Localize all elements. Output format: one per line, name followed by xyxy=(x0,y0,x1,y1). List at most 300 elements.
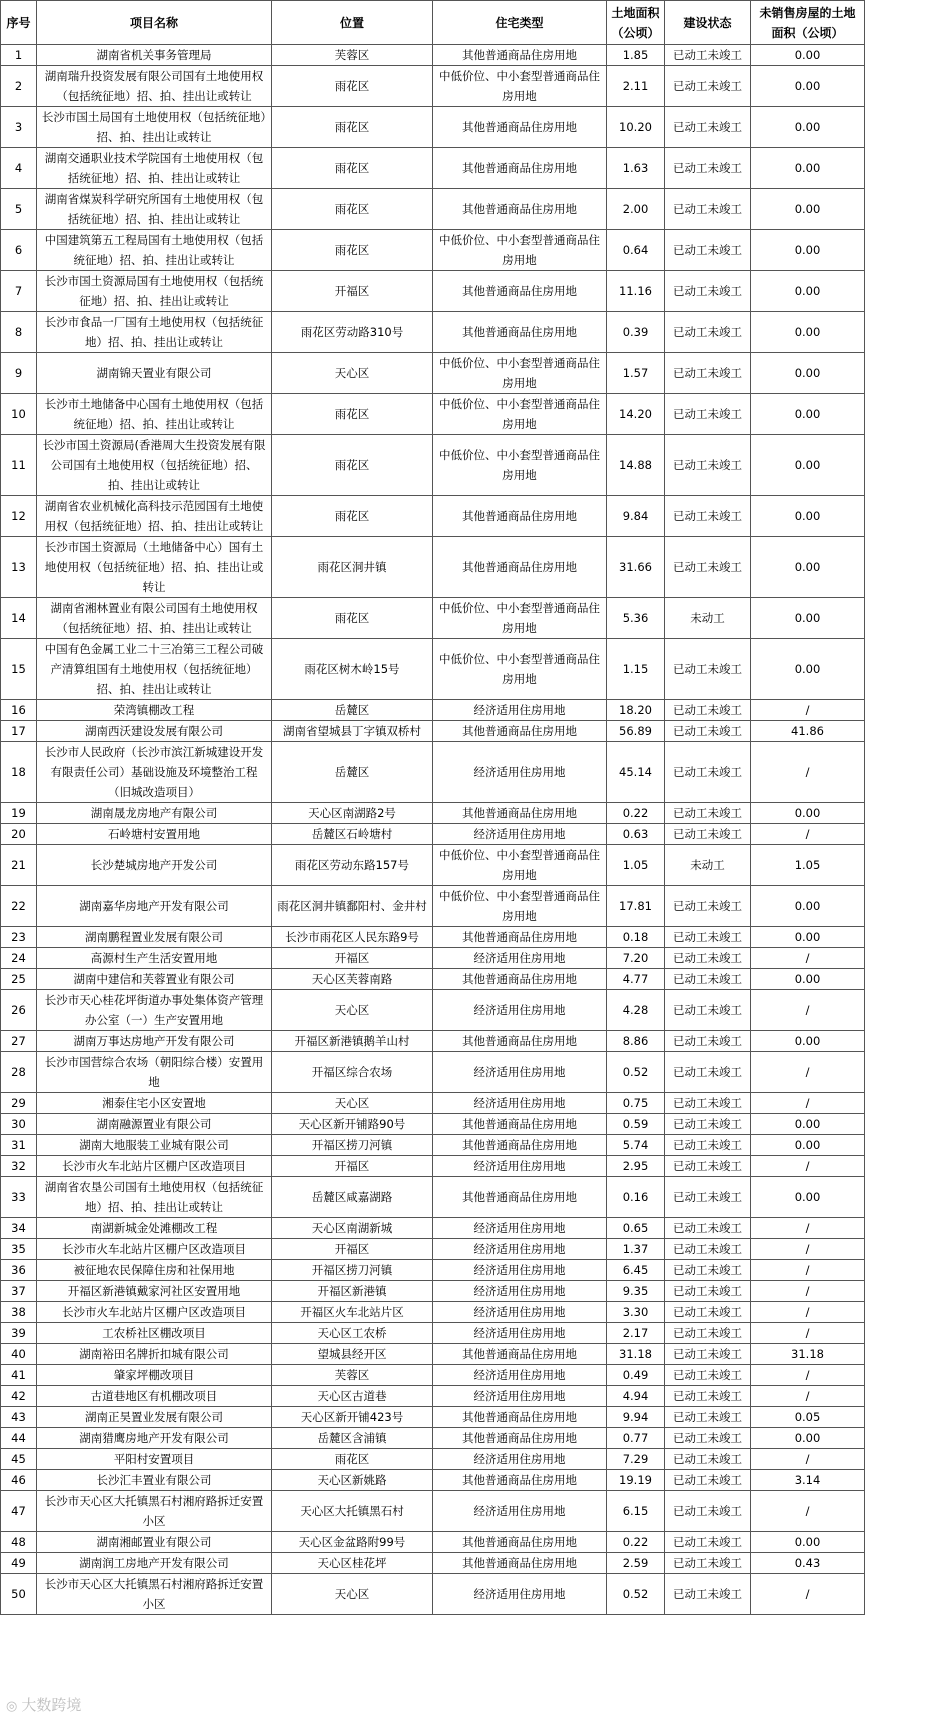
table-row xyxy=(1,1260,865,1281)
cell-land-area: 2.17 xyxy=(607,1323,665,1344)
cell-construction-status: 已动工未竣工 xyxy=(665,394,751,435)
cell-construction-status: 已动工未竣工 xyxy=(665,824,751,845)
table-row xyxy=(1,1449,865,1470)
cell-construction-status: 已动工未竣工 xyxy=(665,742,751,803)
cell-land-area: 4.94 xyxy=(607,1386,665,1407)
watermark xyxy=(6,1694,81,1715)
cell-housing-type: 经济适用住房用地 xyxy=(433,824,607,845)
header-housing-type: 住宅类型 xyxy=(433,1,607,45)
cell-housing-type: 其他普通商品住房用地 xyxy=(433,1428,607,1449)
cell-housing-type: 其他普通商品住房用地 xyxy=(433,148,607,189)
cell-housing-type: 中低价位、中小套型普通商品住房用地 xyxy=(433,435,607,496)
cell-project-name: 湖南裕田名牌折扣城有限公司 xyxy=(37,1344,272,1365)
cell-unsold-area: 0.00 xyxy=(751,394,865,435)
cell-land-area: 0.16 xyxy=(607,1177,665,1218)
cell-index: 39 xyxy=(1,1323,37,1344)
cell-location: 岳麓区 xyxy=(272,700,433,721)
cell-index: 4 xyxy=(1,148,37,189)
cell-land-area: 0.59 xyxy=(607,1114,665,1135)
cell-construction-status: 已动工未竣工 xyxy=(665,1323,751,1344)
cell-unsold-area: / xyxy=(751,1093,865,1114)
cell-construction-status: 未动工 xyxy=(665,845,751,886)
table-row xyxy=(1,803,865,824)
cell-unsold-area: / xyxy=(751,742,865,803)
cell-location: 雨花区 xyxy=(272,66,433,107)
cell-unsold-area: 0.43 xyxy=(751,1553,865,1574)
cell-unsold-area: 0.00 xyxy=(751,639,865,700)
cell-index: 25 xyxy=(1,969,37,990)
cell-housing-type: 经济适用住房用地 xyxy=(433,1093,607,1114)
cell-index: 26 xyxy=(1,990,37,1031)
cell-location: 天心区古道巷 xyxy=(272,1386,433,1407)
cell-project-name: 中国建筑第五工程局国有土地使用权（包括统征地）招、拍、挂出让或转让 xyxy=(37,230,272,271)
cell-unsold-area: 0.00 xyxy=(751,803,865,824)
cell-land-area: 10.20 xyxy=(607,107,665,148)
cell-construction-status: 已动工未竣工 xyxy=(665,1386,751,1407)
table-row xyxy=(1,1344,865,1365)
cell-unsold-area: 0.00 xyxy=(751,969,865,990)
cell-location: 雨花区 xyxy=(272,394,433,435)
cell-project-name: 湖南正昊置业发展有限公司 xyxy=(37,1407,272,1428)
cell-project-name: 长沙市国营综合农场（朝阳综合楼）安置用地 xyxy=(37,1052,272,1093)
cell-project-name: 长沙市火车北站片区棚户区改造项目 xyxy=(37,1156,272,1177)
table-row xyxy=(1,1553,865,1574)
table-row xyxy=(1,312,865,353)
cell-location: 雨花区洞井镇鄱阳村、金井村 xyxy=(272,886,433,927)
cell-unsold-area: / xyxy=(751,700,865,721)
cell-unsold-area: / xyxy=(751,1491,865,1532)
cell-construction-status: 已动工未竣工 xyxy=(665,435,751,496)
cell-land-area: 19.19 xyxy=(607,1470,665,1491)
cell-location: 天心区新开铺423号 xyxy=(272,1407,433,1428)
cell-housing-type: 其他普通商品住房用地 xyxy=(433,1407,607,1428)
cell-location: 雨花区 xyxy=(272,107,433,148)
cell-construction-status: 已动工未竣工 xyxy=(665,803,751,824)
cell-unsold-area: / xyxy=(751,1365,865,1386)
cell-land-area: 0.22 xyxy=(607,803,665,824)
cell-location: 天心区大托镇黑石村 xyxy=(272,1491,433,1532)
table-row xyxy=(1,1574,865,1615)
cell-index: 23 xyxy=(1,927,37,948)
cell-housing-type: 中低价位、中小套型普通商品住房用地 xyxy=(433,639,607,700)
cell-housing-type: 其他普通商品住房用地 xyxy=(433,537,607,598)
cell-housing-type: 中低价位、中小套型普通商品住房用地 xyxy=(433,353,607,394)
cell-land-area: 56.89 xyxy=(607,721,665,742)
cell-housing-type: 其他普通商品住房用地 xyxy=(433,721,607,742)
cell-housing-type: 经济适用住房用地 xyxy=(433,1386,607,1407)
cell-land-area: 3.30 xyxy=(607,1302,665,1323)
cell-land-area: 6.15 xyxy=(607,1491,665,1532)
cell-project-name: 湖南润工房地产开发有限公司 xyxy=(37,1553,272,1574)
cell-land-area: 2.11 xyxy=(607,66,665,107)
table-row xyxy=(1,1407,865,1428)
table-row xyxy=(1,1532,865,1553)
cell-construction-status: 已动工未竣工 xyxy=(665,1156,751,1177)
cell-construction-status: 未动工 xyxy=(665,598,751,639)
cell-location: 雨花区 xyxy=(272,230,433,271)
cell-unsold-area: 0.00 xyxy=(751,886,865,927)
table-row xyxy=(1,1302,865,1323)
table-row xyxy=(1,435,865,496)
table-row xyxy=(1,1386,865,1407)
table-row xyxy=(1,1177,865,1218)
table-row xyxy=(1,969,865,990)
cell-location: 天心区 xyxy=(272,353,433,394)
cell-land-area: 31.66 xyxy=(607,537,665,598)
cell-location: 雨花区 xyxy=(272,496,433,537)
cell-index: 7 xyxy=(1,271,37,312)
cell-location: 雨花区 xyxy=(272,1449,433,1470)
cell-index: 37 xyxy=(1,1281,37,1302)
cell-index: 32 xyxy=(1,1156,37,1177)
header-construction-status: 建设状态 xyxy=(665,1,751,45)
cell-unsold-area: 0.00 xyxy=(751,598,865,639)
cell-construction-status: 已动工未竣工 xyxy=(665,148,751,189)
cell-index: 30 xyxy=(1,1114,37,1135)
cell-housing-type: 中低价位、中小套型普通商品住房用地 xyxy=(433,66,607,107)
cell-unsold-area: / xyxy=(751,1218,865,1239)
cell-index: 43 xyxy=(1,1407,37,1428)
table-row xyxy=(1,353,865,394)
cell-location: 雨花区树木岭15号 xyxy=(272,639,433,700)
table-row xyxy=(1,394,865,435)
table-row xyxy=(1,189,865,230)
cell-construction-status: 已动工未竣工 xyxy=(665,1114,751,1135)
cell-housing-type: 其他普通商品住房用地 xyxy=(433,107,607,148)
cell-location: 开福区综合农场 xyxy=(272,1052,433,1093)
cell-index: 8 xyxy=(1,312,37,353)
table-row xyxy=(1,496,865,537)
cell-project-name: 肇家坪棚改项目 xyxy=(37,1365,272,1386)
cell-unsold-area: 1.05 xyxy=(751,845,865,886)
cell-location: 雨花区 xyxy=(272,598,433,639)
cell-unsold-area: / xyxy=(751,1574,865,1615)
cell-location: 天心区工农桥 xyxy=(272,1323,433,1344)
cell-construction-status: 已动工未竣工 xyxy=(665,886,751,927)
cell-land-area: 31.18 xyxy=(607,1344,665,1365)
cell-location: 开福区 xyxy=(272,271,433,312)
cell-land-area: 4.28 xyxy=(607,990,665,1031)
cell-housing-type: 经济适用住房用地 xyxy=(433,1156,607,1177)
cell-housing-type: 其他普通商品住房用地 xyxy=(433,1031,607,1052)
cell-construction-status: 已动工未竣工 xyxy=(665,969,751,990)
cell-unsold-area: / xyxy=(751,1449,865,1470)
cell-index: 10 xyxy=(1,394,37,435)
table-row xyxy=(1,700,865,721)
cell-land-area: 1.63 xyxy=(607,148,665,189)
cell-index: 35 xyxy=(1,1239,37,1260)
cell-index: 45 xyxy=(1,1449,37,1470)
cell-construction-status: 已动工未竣工 xyxy=(665,927,751,948)
cell-index: 29 xyxy=(1,1093,37,1114)
cell-project-name: 湖南鹏程置业发展有限公司 xyxy=(37,927,272,948)
header-row xyxy=(1,1,865,45)
cell-index: 47 xyxy=(1,1491,37,1532)
cell-project-name: 长沙市火车北站片区棚户区改造项目 xyxy=(37,1239,272,1260)
table-row xyxy=(1,845,865,886)
cell-project-name: 湖南中建信和芙蓉置业有限公司 xyxy=(37,969,272,990)
cell-project-name: 长沙市天心桂花坪街道办事处集体资产管理办公室（一）生产安置用地 xyxy=(37,990,272,1031)
cell-housing-type: 其他普通商品住房用地 xyxy=(433,271,607,312)
cell-index: 5 xyxy=(1,189,37,230)
cell-index: 28 xyxy=(1,1052,37,1093)
cell-location: 开福区 xyxy=(272,1156,433,1177)
cell-project-name: 开福区新港镇戴家河社区安置用地 xyxy=(37,1281,272,1302)
cell-land-area: 8.86 xyxy=(607,1031,665,1052)
cell-land-area: 5.36 xyxy=(607,598,665,639)
cell-housing-type: 经济适用住房用地 xyxy=(433,1491,607,1532)
cell-location: 雨花区劳动路310号 xyxy=(272,312,433,353)
header-project-name: 项目名称 xyxy=(37,1,272,45)
cell-construction-status: 已动工未竣工 xyxy=(665,1574,751,1615)
cell-housing-type: 其他普通商品住房用地 xyxy=(433,803,607,824)
cell-index: 50 xyxy=(1,1574,37,1615)
cell-housing-type: 其他普通商品住房用地 xyxy=(433,496,607,537)
cell-project-name: 湖南猎鹰房地产开发有限公司 xyxy=(37,1428,272,1449)
cell-construction-status: 已动工未竣工 xyxy=(665,721,751,742)
cell-index: 21 xyxy=(1,845,37,886)
cell-construction-status: 已动工未竣工 xyxy=(665,1365,751,1386)
cell-housing-type: 其他普通商品住房用地 xyxy=(433,189,607,230)
cell-housing-type: 其他普通商品住房用地 xyxy=(433,1553,607,1574)
table-row xyxy=(1,1428,865,1449)
cell-land-area: 7.20 xyxy=(607,948,665,969)
cell-location: 湖南省望城县丁字镇双桥村 xyxy=(272,721,433,742)
table-row xyxy=(1,721,865,742)
cell-unsold-area: / xyxy=(751,1260,865,1281)
cell-project-name: 湖南万事达房地产开发有限公司 xyxy=(37,1031,272,1052)
table-row xyxy=(1,824,865,845)
cell-construction-status: 已动工未竣工 xyxy=(665,1281,751,1302)
cell-unsold-area: 3.14 xyxy=(751,1470,865,1491)
cell-housing-type: 其他普通商品住房用地 xyxy=(433,45,607,66)
cell-land-area: 14.88 xyxy=(607,435,665,496)
cell-construction-status: 已动工未竣工 xyxy=(665,1135,751,1156)
cell-location: 岳麓区咸嘉湖路 xyxy=(272,1177,433,1218)
cell-unsold-area: / xyxy=(751,1239,865,1260)
cell-project-name: 湖南锦天置业有限公司 xyxy=(37,353,272,394)
cell-location: 开福区新港镇 xyxy=(272,1281,433,1302)
cell-unsold-area: 0.00 xyxy=(751,107,865,148)
table-row xyxy=(1,1114,865,1135)
cell-index: 9 xyxy=(1,353,37,394)
cell-unsold-area: 0.00 xyxy=(751,312,865,353)
cell-unsold-area: 0.00 xyxy=(751,66,865,107)
cell-index: 42 xyxy=(1,1386,37,1407)
cell-construction-status: 已动工未竣工 xyxy=(665,1553,751,1574)
table-row xyxy=(1,66,865,107)
cell-land-area: 4.77 xyxy=(607,969,665,990)
cell-project-name: 长沙市火车北站片区棚户区改造项目 xyxy=(37,1302,272,1323)
cell-unsold-area: / xyxy=(751,1386,865,1407)
cell-index: 2 xyxy=(1,66,37,107)
cell-land-area: 0.39 xyxy=(607,312,665,353)
cell-land-area: 1.05 xyxy=(607,845,665,886)
cell-index: 15 xyxy=(1,639,37,700)
cell-construction-status: 已动工未竣工 xyxy=(665,990,751,1031)
cell-location: 天心区 xyxy=(272,990,433,1031)
cell-location: 天心区桂花坪 xyxy=(272,1553,433,1574)
cell-project-name: 湖南瑞升投资发展有限公司国有土地使用权（包括统征地）招、拍、挂出让或转让 xyxy=(37,66,272,107)
table-row xyxy=(1,742,865,803)
table-row xyxy=(1,1491,865,1532)
cell-project-name: 长沙楚城房地产开发公司 xyxy=(37,845,272,886)
cell-location: 芙蓉区 xyxy=(272,45,433,66)
cell-project-name: 湖南省农业机械化高科技示范园国有土地使用权（包括统征地）招、拍、挂出让或转让 xyxy=(37,496,272,537)
cell-location: 开福区 xyxy=(272,948,433,969)
table-header xyxy=(1,1,865,45)
table-row xyxy=(1,948,865,969)
table-row xyxy=(1,598,865,639)
header-location: 位置 xyxy=(272,1,433,45)
cell-housing-type: 其他普通商品住房用地 xyxy=(433,1344,607,1365)
table-row xyxy=(1,1281,865,1302)
cell-location: 雨花区 xyxy=(272,148,433,189)
cell-unsold-area: 0.00 xyxy=(751,148,865,189)
cell-land-area: 11.16 xyxy=(607,271,665,312)
cell-land-area: 2.00 xyxy=(607,189,665,230)
cell-project-name: 长沙市天心区大托镇黑石村湘府路拆迁安置小区 xyxy=(37,1574,272,1615)
cell-land-area: 0.18 xyxy=(607,927,665,948)
cell-location: 岳麓区石岭塘村 xyxy=(272,824,433,845)
cell-unsold-area: / xyxy=(751,948,865,969)
cell-index: 14 xyxy=(1,598,37,639)
cell-unsold-area: 0.00 xyxy=(751,1428,865,1449)
cell-location: 开福区捞刀河镇 xyxy=(272,1260,433,1281)
cell-construction-status: 已动工未竣工 xyxy=(665,1491,751,1532)
table-row xyxy=(1,1135,865,1156)
cell-housing-type: 其他普通商品住房用地 xyxy=(433,1135,607,1156)
cell-land-area: 9.84 xyxy=(607,496,665,537)
cell-unsold-area: / xyxy=(751,990,865,1031)
cell-location: 开福区 xyxy=(272,1239,433,1260)
cell-construction-status: 已动工未竣工 xyxy=(665,1449,751,1470)
cell-housing-type: 其他普通商品住房用地 xyxy=(433,969,607,990)
cell-project-name: 湖南晟龙房地产有限公司 xyxy=(37,803,272,824)
cell-location: 天心区金盆路附99号 xyxy=(272,1532,433,1553)
cell-housing-type: 经济适用住房用地 xyxy=(433,1365,607,1386)
cell-location: 芙蓉区 xyxy=(272,1365,433,1386)
cell-housing-type: 其他普通商品住房用地 xyxy=(433,312,607,353)
cell-index: 48 xyxy=(1,1532,37,1553)
cell-location: 雨花区洞井镇 xyxy=(272,537,433,598)
cell-index: 38 xyxy=(1,1302,37,1323)
cell-index: 36 xyxy=(1,1260,37,1281)
cell-housing-type: 中低价位、中小套型普通商品住房用地 xyxy=(433,394,607,435)
cell-index: 27 xyxy=(1,1031,37,1052)
table-row xyxy=(1,107,865,148)
cell-project-name: 高源村生产生活安置用地 xyxy=(37,948,272,969)
cell-unsold-area: 0.00 xyxy=(751,230,865,271)
cell-project-name: 南湖新城金处滩棚改工程 xyxy=(37,1218,272,1239)
cell-housing-type: 中低价位、中小套型普通商品住房用地 xyxy=(433,598,607,639)
cell-construction-status: 已动工未竣工 xyxy=(665,496,751,537)
cell-housing-type: 经济适用住房用地 xyxy=(433,1260,607,1281)
cell-project-name: 工农桥社区棚改项目 xyxy=(37,1323,272,1344)
cell-index: 18 xyxy=(1,742,37,803)
cell-land-area: 9.94 xyxy=(607,1407,665,1428)
cell-housing-type: 经济适用住房用地 xyxy=(433,1449,607,1470)
cell-location: 天心区南湖新城 xyxy=(272,1218,433,1239)
cell-location: 岳麓区含浦镇 xyxy=(272,1428,433,1449)
cell-housing-type: 经济适用住房用地 xyxy=(433,1574,607,1615)
cell-housing-type: 经济适用住房用地 xyxy=(433,1323,607,1344)
cell-project-name: 石岭塘村安置用地 xyxy=(37,824,272,845)
cell-unsold-area: 0.00 xyxy=(751,1135,865,1156)
cell-index: 12 xyxy=(1,496,37,537)
cell-project-name: 长沙市国土资源局国有土地使用权（包括统征地）招、拍、挂出让或转让 xyxy=(37,271,272,312)
cell-land-area: 14.20 xyxy=(607,394,665,435)
cell-unsold-area: 0.00 xyxy=(751,1532,865,1553)
cell-index: 1 xyxy=(1,45,37,66)
cell-unsold-area: 0.00 xyxy=(751,927,865,948)
cell-construction-status: 已动工未竣工 xyxy=(665,45,751,66)
cell-land-area: 1.37 xyxy=(607,1239,665,1260)
cell-unsold-area: 41.86 xyxy=(751,721,865,742)
cell-location: 天心区新姚路 xyxy=(272,1470,433,1491)
cell-project-name: 湖南大地服装工业城有限公司 xyxy=(37,1135,272,1156)
cell-land-area: 0.65 xyxy=(607,1218,665,1239)
cell-index: 19 xyxy=(1,803,37,824)
table-body xyxy=(1,45,865,1615)
cell-construction-status: 已动工未竣工 xyxy=(665,1031,751,1052)
cell-housing-type: 经济适用住房用地 xyxy=(433,1302,607,1323)
cell-unsold-area: 0.00 xyxy=(751,1177,865,1218)
cell-location: 天心区 xyxy=(272,1093,433,1114)
cell-housing-type: 其他普通商品住房用地 xyxy=(433,927,607,948)
cell-project-name: 湖南交通职业技术学院国有土地使用权（包括统征地）招、拍、挂出让或转让 xyxy=(37,148,272,189)
cell-unsold-area: 0.00 xyxy=(751,496,865,537)
cell-location: 天心区新开铺路90号 xyxy=(272,1114,433,1135)
header-unsold-area: 未销售房屋的土地面积（公顷） xyxy=(751,1,865,45)
cell-index: 3 xyxy=(1,107,37,148)
cell-housing-type: 经济适用住房用地 xyxy=(433,700,607,721)
cell-project-name: 长沙市土地储备中心国有土地使用权（包括统征地）招、拍、挂出让或转让 xyxy=(37,394,272,435)
table-row xyxy=(1,1365,865,1386)
cell-construction-status: 已动工未竣工 xyxy=(665,312,751,353)
cell-land-area: 2.59 xyxy=(607,1553,665,1574)
dsb-logo-icon: ◎ xyxy=(6,1699,18,1714)
cell-index: 33 xyxy=(1,1177,37,1218)
cell-construction-status: 已动工未竣工 xyxy=(665,353,751,394)
table-row xyxy=(1,927,865,948)
cell-land-area: 1.85 xyxy=(607,45,665,66)
cell-construction-status: 已动工未竣工 xyxy=(665,1218,751,1239)
cell-project-name: 长沙市食品一厂国有土地使用权（包括统征地）招、拍、挂出让或转让 xyxy=(37,312,272,353)
header-land-area: 土地面积（公顷） xyxy=(607,1,665,45)
cell-project-name: 长沙市国土局国有土地使用权（包括统征地）招、拍、挂出让或转让 xyxy=(37,107,272,148)
cell-unsold-area: / xyxy=(751,824,865,845)
cell-index: 41 xyxy=(1,1365,37,1386)
cell-location: 岳麓区 xyxy=(272,742,433,803)
cell-unsold-area: 31.18 xyxy=(751,1344,865,1365)
cell-unsold-area: 0.00 xyxy=(751,45,865,66)
cell-project-name: 湘泰住宅小区安置地 xyxy=(37,1093,272,1114)
cell-location: 雨花区 xyxy=(272,189,433,230)
cell-project-name: 湖南省机关事务管理局 xyxy=(37,45,272,66)
cell-housing-type: 经济适用住房用地 xyxy=(433,990,607,1031)
cell-project-name: 被征地农民保障住房和社保用地 xyxy=(37,1260,272,1281)
cell-location: 天心区芙蓉南路 xyxy=(272,969,433,990)
cell-location: 望城县经开区 xyxy=(272,1344,433,1365)
cell-index: 31 xyxy=(1,1135,37,1156)
cell-land-area: 18.20 xyxy=(607,700,665,721)
cell-location: 天心区 xyxy=(272,1574,433,1615)
cell-project-name: 古道巷地区有机棚改项目 xyxy=(37,1386,272,1407)
cell-index: 13 xyxy=(1,537,37,598)
table-row xyxy=(1,886,865,927)
cell-index: 20 xyxy=(1,824,37,845)
